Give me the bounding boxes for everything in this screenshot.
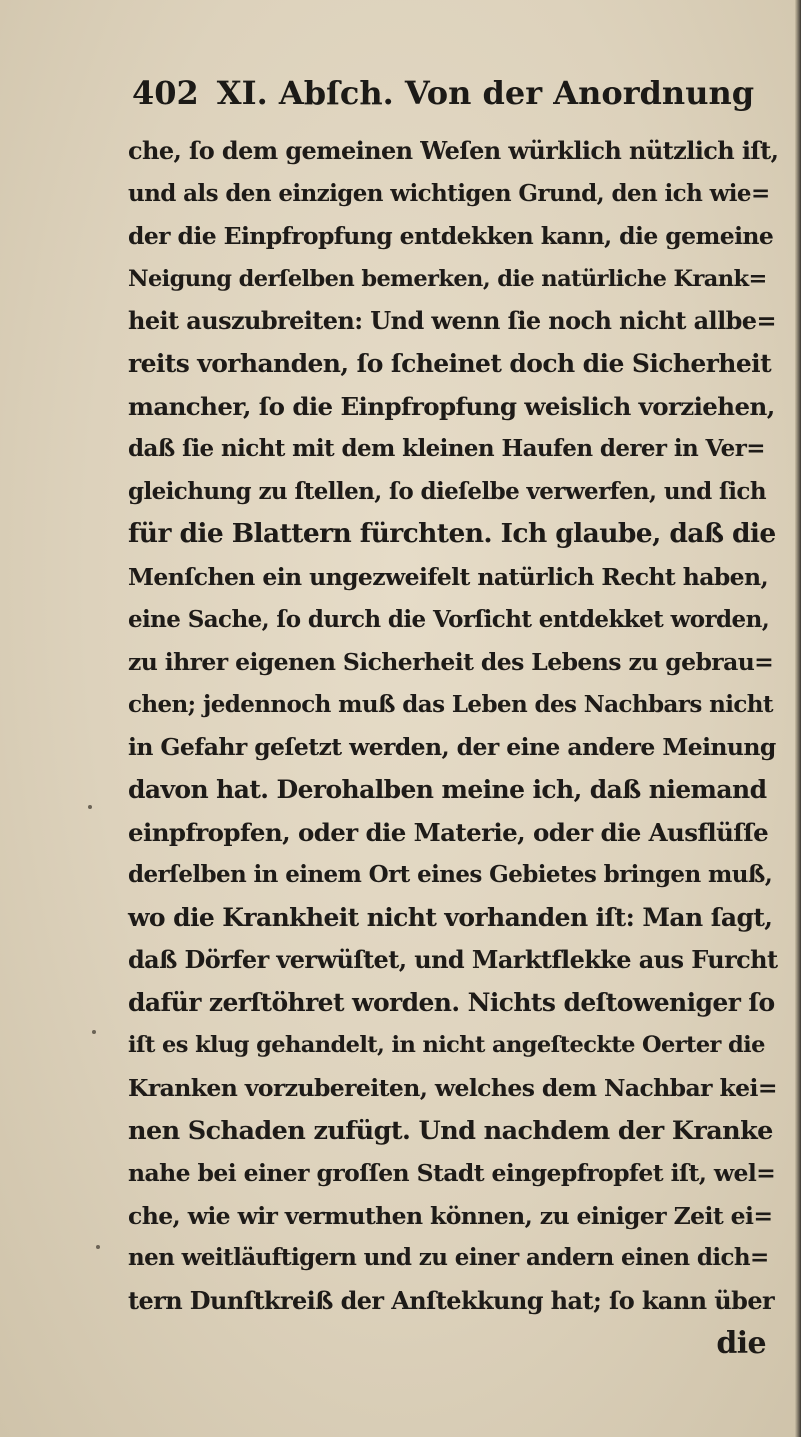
running-title: XI. Abſch. Von der Anordnung <box>216 74 755 112</box>
text-line-23: Kranken vorzubereiten, welches dem Nachbar kei= <box>128 1074 777 1103</box>
catchword: die <box>716 1325 766 1361</box>
page-header <box>132 58 772 128</box>
text-line-14: chen; jedennoch muß das Leben des Nachbars nicht <box>128 690 773 718</box>
text-line-28: tern Dunſtkreiß der Anſtekkung hat; ſo kann über <box>128 1286 775 1316</box>
text-line-26: che, wie wir vermuthen können, zu einiger Zeit ei= <box>128 1201 773 1230</box>
text-line-8: daß ſie nicht mit dem kleinen Haufen derer in Ver= <box>128 435 765 463</box>
text-line-18: derſelben in einem Ort eines Gebietes bringen muß, <box>128 861 773 889</box>
text-line-19: wo die Krankheit nicht vorhanden iſt: Man ſagt, <box>128 902 773 932</box>
text-line-17: einpfropfen, oder die Materie, oder die Ausflüſſe <box>128 817 769 847</box>
text-line-3: der die Einpfropfung entdekken kann, die gemeine <box>128 222 774 251</box>
text-line-16: davon hat. Derohalben meine ich, daß niemand <box>128 774 767 804</box>
text-line-1: che, ſo dem gemeinen Weſen würklich nützlich iſt, <box>128 136 779 165</box>
text-line-21: dafür zerſtöhret worden. Nichts deſtoweniger ſo <box>128 987 775 1017</box>
body-text <box>128 130 778 1365</box>
text-line-25: nahe bei einer groſſen Stadt eingepfropfet iſt, wel= <box>128 1159 776 1188</box>
text-line-15: in Gefahr geſetzt werden, der eine andere Meinung <box>128 733 776 762</box>
text-line-12: eine Sache, ſo durch die Vorſicht entdekket worden, <box>128 605 770 633</box>
margin-dot-mark <box>96 1245 100 1249</box>
margin-dot-mark <box>88 805 92 809</box>
text-line-24: nen Schaden zufügt. Und nachdem der Kranke <box>128 1115 773 1146</box>
text-line-2: und als den einzigen wichtigen Grund, den ich wie= <box>128 179 770 207</box>
text-line-22: iſt es klug gehandelt, in nicht angeſteckte Oerter die <box>128 1032 765 1059</box>
text-line-7: mancher, ſo die Einpfropfung weislich vorziehen, <box>128 391 775 421</box>
page-edge-shadow <box>795 0 801 1437</box>
text-line-27: nen weitläuftigern und zu einer andern einen dich= <box>128 1244 769 1272</box>
text-line-6: reits vorhanden, ſo ſcheinet doch die Sicherheit <box>128 348 772 378</box>
text-line-11: Menſchen ein ungezweifelt natürlich Recht haben, <box>128 562 769 591</box>
text-line-13: zu ihrer eigenen Sicherheit des Lebens zu gebrau= <box>128 648 774 677</box>
text-line-20: daß Dörfer verwüſtet, und Marktflekke aus Furcht <box>128 945 778 975</box>
text-line-9: gleichung zu ſtellen, ſo dieſelbe verwerfen, und ſich <box>128 477 766 505</box>
text-line-5: heit auszubreiten: Und wenn ſie noch nicht allbe= <box>128 306 776 336</box>
text-line-10: für die Blattern fürchten. Ich glaube, daß die <box>128 518 776 550</box>
margin-dot-mark <box>92 1030 96 1034</box>
page-number: 402 <box>132 74 199 112</box>
text-line-4: Neigung derſelben bemerken, die natürliche Krank= <box>128 265 767 292</box>
